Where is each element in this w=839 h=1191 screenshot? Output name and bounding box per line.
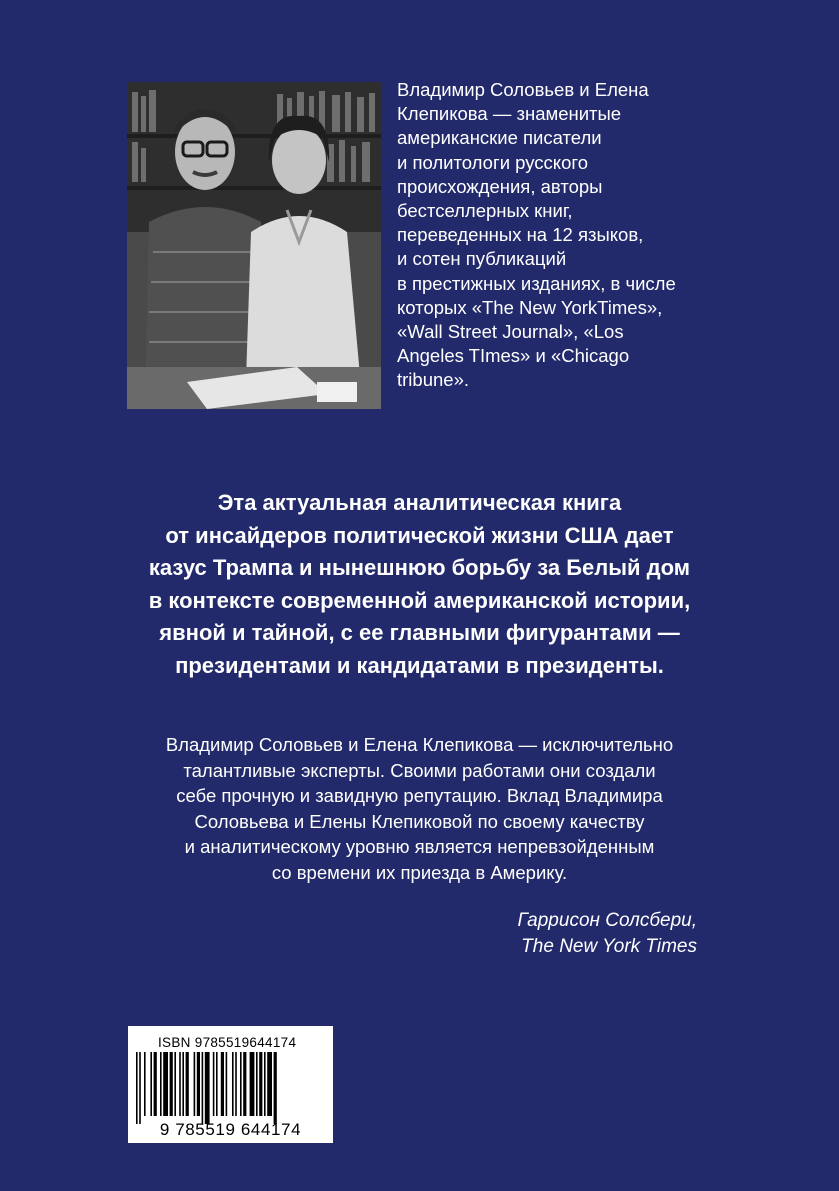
quote-author: Гаррисон Солсбери, <box>517 910 697 931</box>
authors-photo-illustration <box>127 82 381 409</box>
barcode-bar <box>136 1052 138 1124</box>
barcode-bar <box>240 1052 242 1116</box>
barcode-bar <box>235 1052 237 1116</box>
barcode-bar <box>256 1052 258 1116</box>
description-line: от инсайдеров политической жизни США дает <box>165 522 674 548</box>
description-line: явной и тайной, с ее главными фигурантами — <box>159 620 680 645</box>
bio-line: в престижных изданиях, в числе <box>397 272 676 294</box>
author-bio <box>397 78 727 393</box>
quote-line: себе прочную и завидную репутацию. Вклад Владимира <box>176 785 663 806</box>
barcode-digits: 9 785519 644174 <box>159 1120 302 1139</box>
bio-line: и сотен публикаций <box>397 248 567 270</box>
barcode-bar <box>205 1052 210 1124</box>
quote-source: The New York Times <box>521 936 697 957</box>
barcode-bar <box>213 1052 215 1116</box>
review-quote <box>0 732 839 885</box>
quote-line: со времени их приезда в Америку. <box>271 861 568 883</box>
quote-line: и аналитическому уровню является непревзойденным <box>184 836 655 857</box>
bio-line: tribune». <box>397 369 469 391</box>
barcode-bars <box>134 1052 327 1124</box>
description-line: президентами и кандидатами в президенты. <box>175 652 664 678</box>
bio-line: Владимир Соловьев и Елена <box>397 79 649 100</box>
barcode-bar <box>221 1052 224 1116</box>
bio-line: бестселлерных книг, <box>397 200 573 222</box>
bio-line: которых «The New YorkTimes», <box>397 296 663 318</box>
bio-line: Angeles TImes» и «Chicago <box>397 345 630 367</box>
bio-line: американские писатели <box>397 127 602 149</box>
barcode-bar <box>259 1052 262 1116</box>
isbn-label: ISBN 9785519644174 <box>158 1035 297 1050</box>
authors-photo <box>127 82 381 409</box>
barcode-bar <box>150 1052 152 1116</box>
barcode-bar <box>174 1052 176 1116</box>
quote-line: талантливые эксперты. Своими работами они создали <box>183 759 656 781</box>
barcode-bar <box>186 1052 189 1116</box>
barcode-bar <box>182 1052 184 1116</box>
quote-line: Владимир Соловьев и Елена Клепикова — исключительно <box>165 734 674 755</box>
bio-line: «Wall Street Journal», «Los <box>397 321 624 343</box>
barcode-bar <box>160 1052 162 1116</box>
barcode-bar <box>274 1052 277 1124</box>
barcode-bar <box>243 1052 246 1116</box>
barcode-bar <box>264 1052 266 1116</box>
barcode-bar <box>202 1052 204 1124</box>
barcode-bar <box>170 1052 173 1116</box>
bio-line: переведенных на 12 языков, <box>397 224 644 246</box>
description-line: в контексте современной американской истории, <box>148 587 691 613</box>
barcode-bar <box>232 1052 234 1116</box>
book-description <box>0 487 839 682</box>
description-line: Эта актуальная аналитическая книга <box>217 490 622 515</box>
barcode-bar <box>267 1052 272 1116</box>
quote-line: Соловьева и Елены Клепиковой по своему качеству <box>194 810 645 832</box>
bio-line: Клепикова — знаменитые <box>397 103 622 125</box>
barcode-bar <box>179 1052 181 1116</box>
barcode-bar <box>154 1052 157 1116</box>
quote-attribution <box>517 908 697 960</box>
bio-line: происхождения, авторы <box>397 175 603 197</box>
barcode-bar <box>163 1052 168 1116</box>
barcode-bar <box>226 1052 228 1116</box>
description-line: казус Трампа и нынешнюю борьбу за Белый дом <box>148 555 691 580</box>
barcode-bar <box>197 1052 200 1116</box>
barcode-bar <box>250 1052 255 1116</box>
barcode-bar <box>216 1052 218 1116</box>
barcode-bar <box>194 1052 196 1116</box>
barcode-bar <box>139 1052 141 1124</box>
isbn-barcode <box>128 1026 333 1143</box>
barcode-bar <box>144 1052 146 1116</box>
bio-line: и политологи русского <box>397 151 589 173</box>
